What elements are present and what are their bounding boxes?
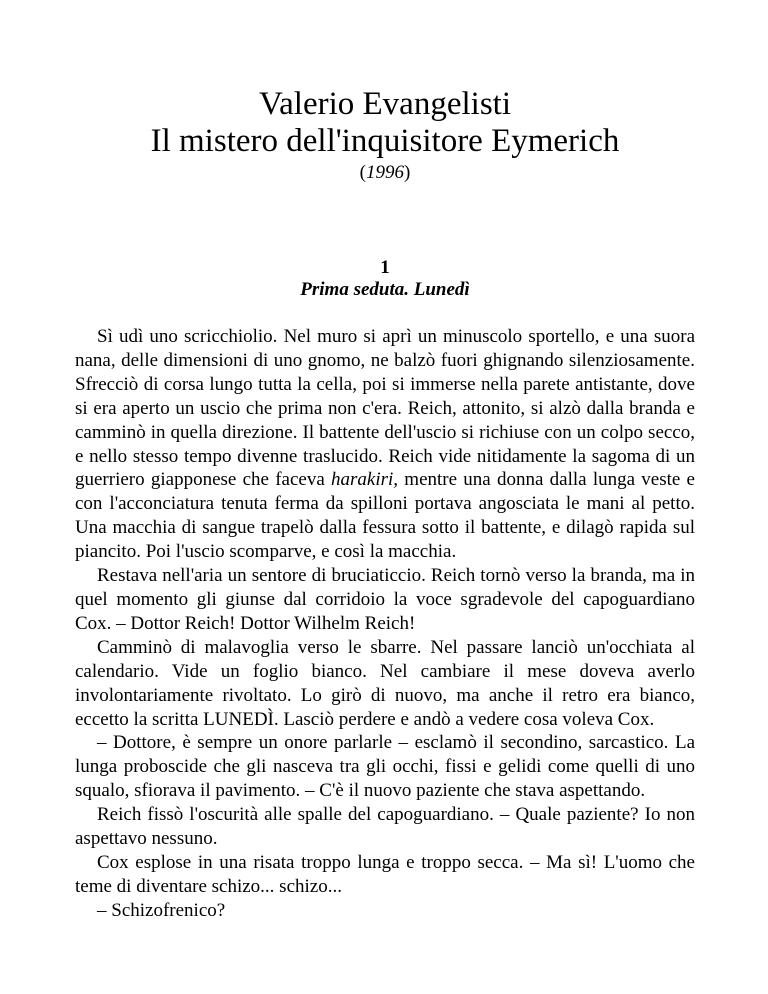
title-block [75, 86, 695, 184]
book-title: Il mistero dell'inquisitore Eymerich [150, 123, 620, 159]
paragraph-1-part-b: mentre una donna dalla lunga veste e con l'acconciatura tenuta ferma da spilloni portava angosciata le mani al petto. Una macchia di sangue trapelò dalla fessura sotto il battente, e dilagò rapida sul piancito. Poi l'uscio scomparve, e così la macchia. [75, 469, 695, 563]
chapter-title: Prima seduta. Lunedì [300, 279, 470, 300]
paragraph-7: – Schizofrenico? [97, 899, 226, 921]
paragraph-3: Camminò di malavoglia verso le sbarre. Nel passare lanciò un'occhiata al calendario. Vide un foglio bianco. Nel cambiare il mese doveva averlo involontariamente rivoltato. Lo girò di nuovo, ma anche il retro era bianco, eccetto la scritta LUNEDÌ. Lasciò perdere e andò a vedere cosa voleva Cox. [75, 636, 695, 730]
paragraph-1-part-a: Sì udì uno scricchiolio. Nel muro si aprì un minuscolo sportello, e una suora nana, delle dimensioni di uno gnomo, ne balzò fuori ghignando silenziosamente. Sfrecciò di corsa lungo tutta la cella, poi si immerse nella parete antistante, dove si era aperto un uscio che prima non c'era. Reich, attonito, si alzò dalla branda e camminò in quella direzione. Il battente dell'uscio si richiuse con un colpo secco, e nello stesso tempo divenne traslucido. Reich vide nitidamente la sagoma di un guerriero giapponese che faceva [75, 326, 695, 491]
year-value: 1996 [366, 162, 404, 183]
body-text [75, 325, 695, 923]
paragraph-6: Cox esplose in una risata troppo lunga e troppo secca. – Ma sì! L'uomo che teme di diventare schizo... schizo... [75, 851, 695, 897]
paragraph-4: – Dottore, è sempre un onore parlarle – esclamò il secondino, sarcastico. La lunga proboscide che gli nasceva tra gli occhi, fissi e gelidi come quelli di uno squalo, sfiorava il pavimento. – C'è il nuovo paziente che stava aspettando. [75, 732, 695, 802]
paragraph-1 [75, 325, 695, 564]
chapter-heading [75, 257, 695, 301]
paragraph-2: Restava nell'aria un sentore di bruciaticcio. Reich tornò verso la branda, ma in quel momento gli giunse dal corridoio la voce sgradevole del capoguardiano Cox. – Dottor Reich! Dottor Wilhelm Reich! [75, 565, 695, 634]
page-content [75, 0, 695, 923]
publication-year [75, 162, 695, 184]
chapter-number: 1 [380, 257, 390, 278]
year-close-paren: ) [404, 162, 411, 183]
year-open-paren: ( [359, 162, 366, 183]
author-name: Valerio Evangelisti [258, 86, 511, 122]
paragraph-5: Reich fissò l'oscurità alle spalle del capoguardiano. – Quale paziente? Io non aspettavo nessuno. [75, 804, 695, 850]
paragraph-1-italic: harakiri, [331, 469, 399, 491]
